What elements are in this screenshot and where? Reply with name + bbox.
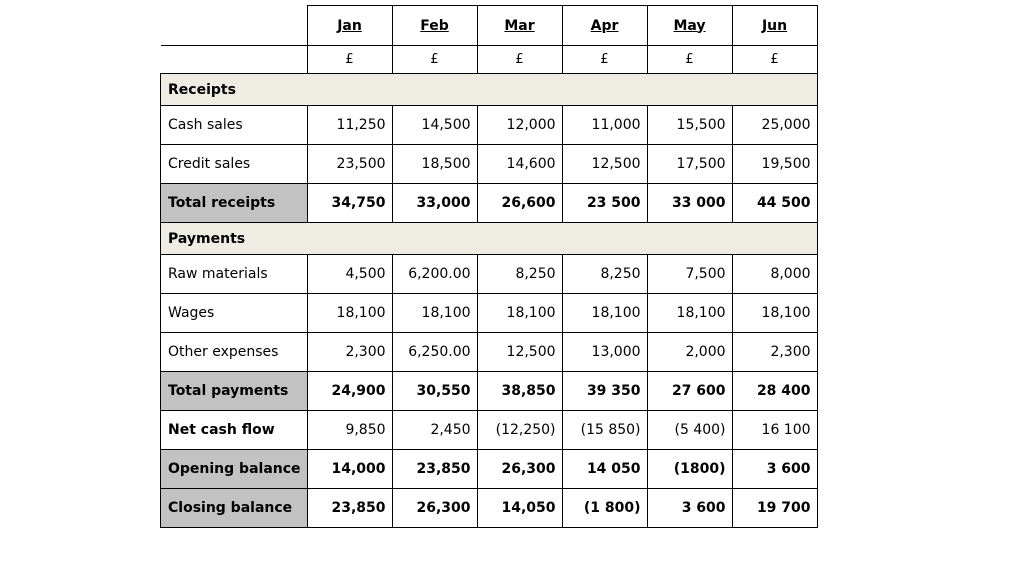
cell-value: 2,000	[647, 333, 732, 372]
row-label: Credit sales	[161, 145, 308, 184]
cell-value: 18,100	[307, 294, 392, 333]
cell-value: 23,500	[307, 145, 392, 184]
unit-apr: £	[562, 46, 647, 74]
cell-value: 8,250	[477, 255, 562, 294]
cell-value: 24,900	[307, 372, 392, 411]
cell-value: 14,500	[392, 106, 477, 145]
table-row-closing-balance	[161, 489, 818, 528]
cell-value: 38,850	[477, 372, 562, 411]
cell-value: 14,000	[307, 450, 392, 489]
row-label: Raw materials	[161, 255, 308, 294]
cell-value: 28 400	[732, 372, 817, 411]
cell-value: 2,300	[732, 333, 817, 372]
unit-may: £	[647, 46, 732, 74]
row-label: Total payments	[161, 372, 308, 411]
cell-value: 33 000	[647, 184, 732, 223]
cell-value: 39 350	[562, 372, 647, 411]
unit-jan: £	[307, 46, 392, 74]
table-row-raw-materials	[161, 255, 818, 294]
cell-value: 6,200.00	[392, 255, 477, 294]
cell-value: 8,250	[562, 255, 647, 294]
row-label: Net cash flow	[161, 411, 308, 450]
cell-value: 33,000	[392, 184, 477, 223]
table-row-total-receipts	[161, 184, 818, 223]
cell-value: 19 700	[732, 489, 817, 528]
cell-value: 11,250	[307, 106, 392, 145]
cell-value: 34,750	[307, 184, 392, 223]
month-jan: Jan	[307, 6, 392, 46]
unit-jun: £	[732, 46, 817, 74]
month-jun: Jun	[732, 6, 817, 46]
currency-row	[161, 46, 818, 74]
cell-value: 18,100	[392, 294, 477, 333]
cell-value: 2,450	[392, 411, 477, 450]
cell-value: 3 600	[647, 489, 732, 528]
cell-value: 14,600	[477, 145, 562, 184]
cell-value: 8,000	[732, 255, 817, 294]
cell-value: 3 600	[732, 450, 817, 489]
table-row-other-expenses	[161, 333, 818, 372]
month-may: May	[647, 6, 732, 46]
cell-value: 44 500	[732, 184, 817, 223]
cell-value: 18,100	[562, 294, 647, 333]
cell-value: (1 800)	[562, 489, 647, 528]
unit-feb: £	[392, 46, 477, 74]
month-apr: Apr	[562, 6, 647, 46]
row-label: Other expenses	[161, 333, 308, 372]
cell-value: 19,500	[732, 145, 817, 184]
payments-section-row	[161, 223, 818, 255]
table-row-total-payments	[161, 372, 818, 411]
cash-flow-table	[160, 5, 818, 528]
cell-value: 26,300	[392, 489, 477, 528]
cell-value: 12,000	[477, 106, 562, 145]
table-row-net-cash-flow	[161, 411, 818, 450]
cell-value: 23 500	[562, 184, 647, 223]
cell-value: 23,850	[307, 489, 392, 528]
cell-value: 25,000	[732, 106, 817, 145]
row-label: Cash sales	[161, 106, 308, 145]
cell-value: 6,250.00	[392, 333, 477, 372]
corner-blank-cell	[161, 6, 308, 46]
row-label: Closing balance	[161, 489, 308, 528]
cell-value: (5 400)	[647, 411, 732, 450]
table-row-wages	[161, 294, 818, 333]
cell-value: 16 100	[732, 411, 817, 450]
cell-value: 18,500	[392, 145, 477, 184]
month-header-row	[161, 6, 818, 46]
row-label: Wages	[161, 294, 308, 333]
cell-value: 27 600	[647, 372, 732, 411]
table-row-credit-sales	[161, 145, 818, 184]
row-label: Opening balance	[161, 450, 308, 489]
cell-value: 18,100	[647, 294, 732, 333]
cell-value: 11,000	[562, 106, 647, 145]
cell-value: 26,300	[477, 450, 562, 489]
cell-value: 9,850	[307, 411, 392, 450]
receipts-section-row	[161, 74, 818, 106]
cell-value: 2,300	[307, 333, 392, 372]
cell-value: 15,500	[647, 106, 732, 145]
receipts-section-heading: Receipts	[161, 74, 818, 106]
cell-value: (12,250)	[477, 411, 562, 450]
month-feb: Feb	[392, 6, 477, 46]
cell-value: 23,850	[392, 450, 477, 489]
cell-value: 17,500	[647, 145, 732, 184]
row-label: Total receipts	[161, 184, 308, 223]
table-row-opening-balance	[161, 450, 818, 489]
table-row-cash-sales	[161, 106, 818, 145]
cell-value: 12,500	[562, 145, 647, 184]
cell-value: 7,500	[647, 255, 732, 294]
unit-mar: £	[477, 46, 562, 74]
cell-value: 14,050	[477, 489, 562, 528]
cell-value: (15 850)	[562, 411, 647, 450]
cash-flow-forecast	[160, 5, 818, 528]
cell-value: 26,600	[477, 184, 562, 223]
cell-value: 14 050	[562, 450, 647, 489]
currency-blank-cell	[161, 46, 308, 74]
cell-value: 13,000	[562, 333, 647, 372]
cell-value: 12,500	[477, 333, 562, 372]
cell-value: 18,100	[477, 294, 562, 333]
month-mar: Mar	[477, 6, 562, 46]
cell-value: 30,550	[392, 372, 477, 411]
payments-section-heading: Payments	[161, 223, 818, 255]
cell-value: 4,500	[307, 255, 392, 294]
cell-value: 18,100	[732, 294, 817, 333]
cell-value: (1800)	[647, 450, 732, 489]
